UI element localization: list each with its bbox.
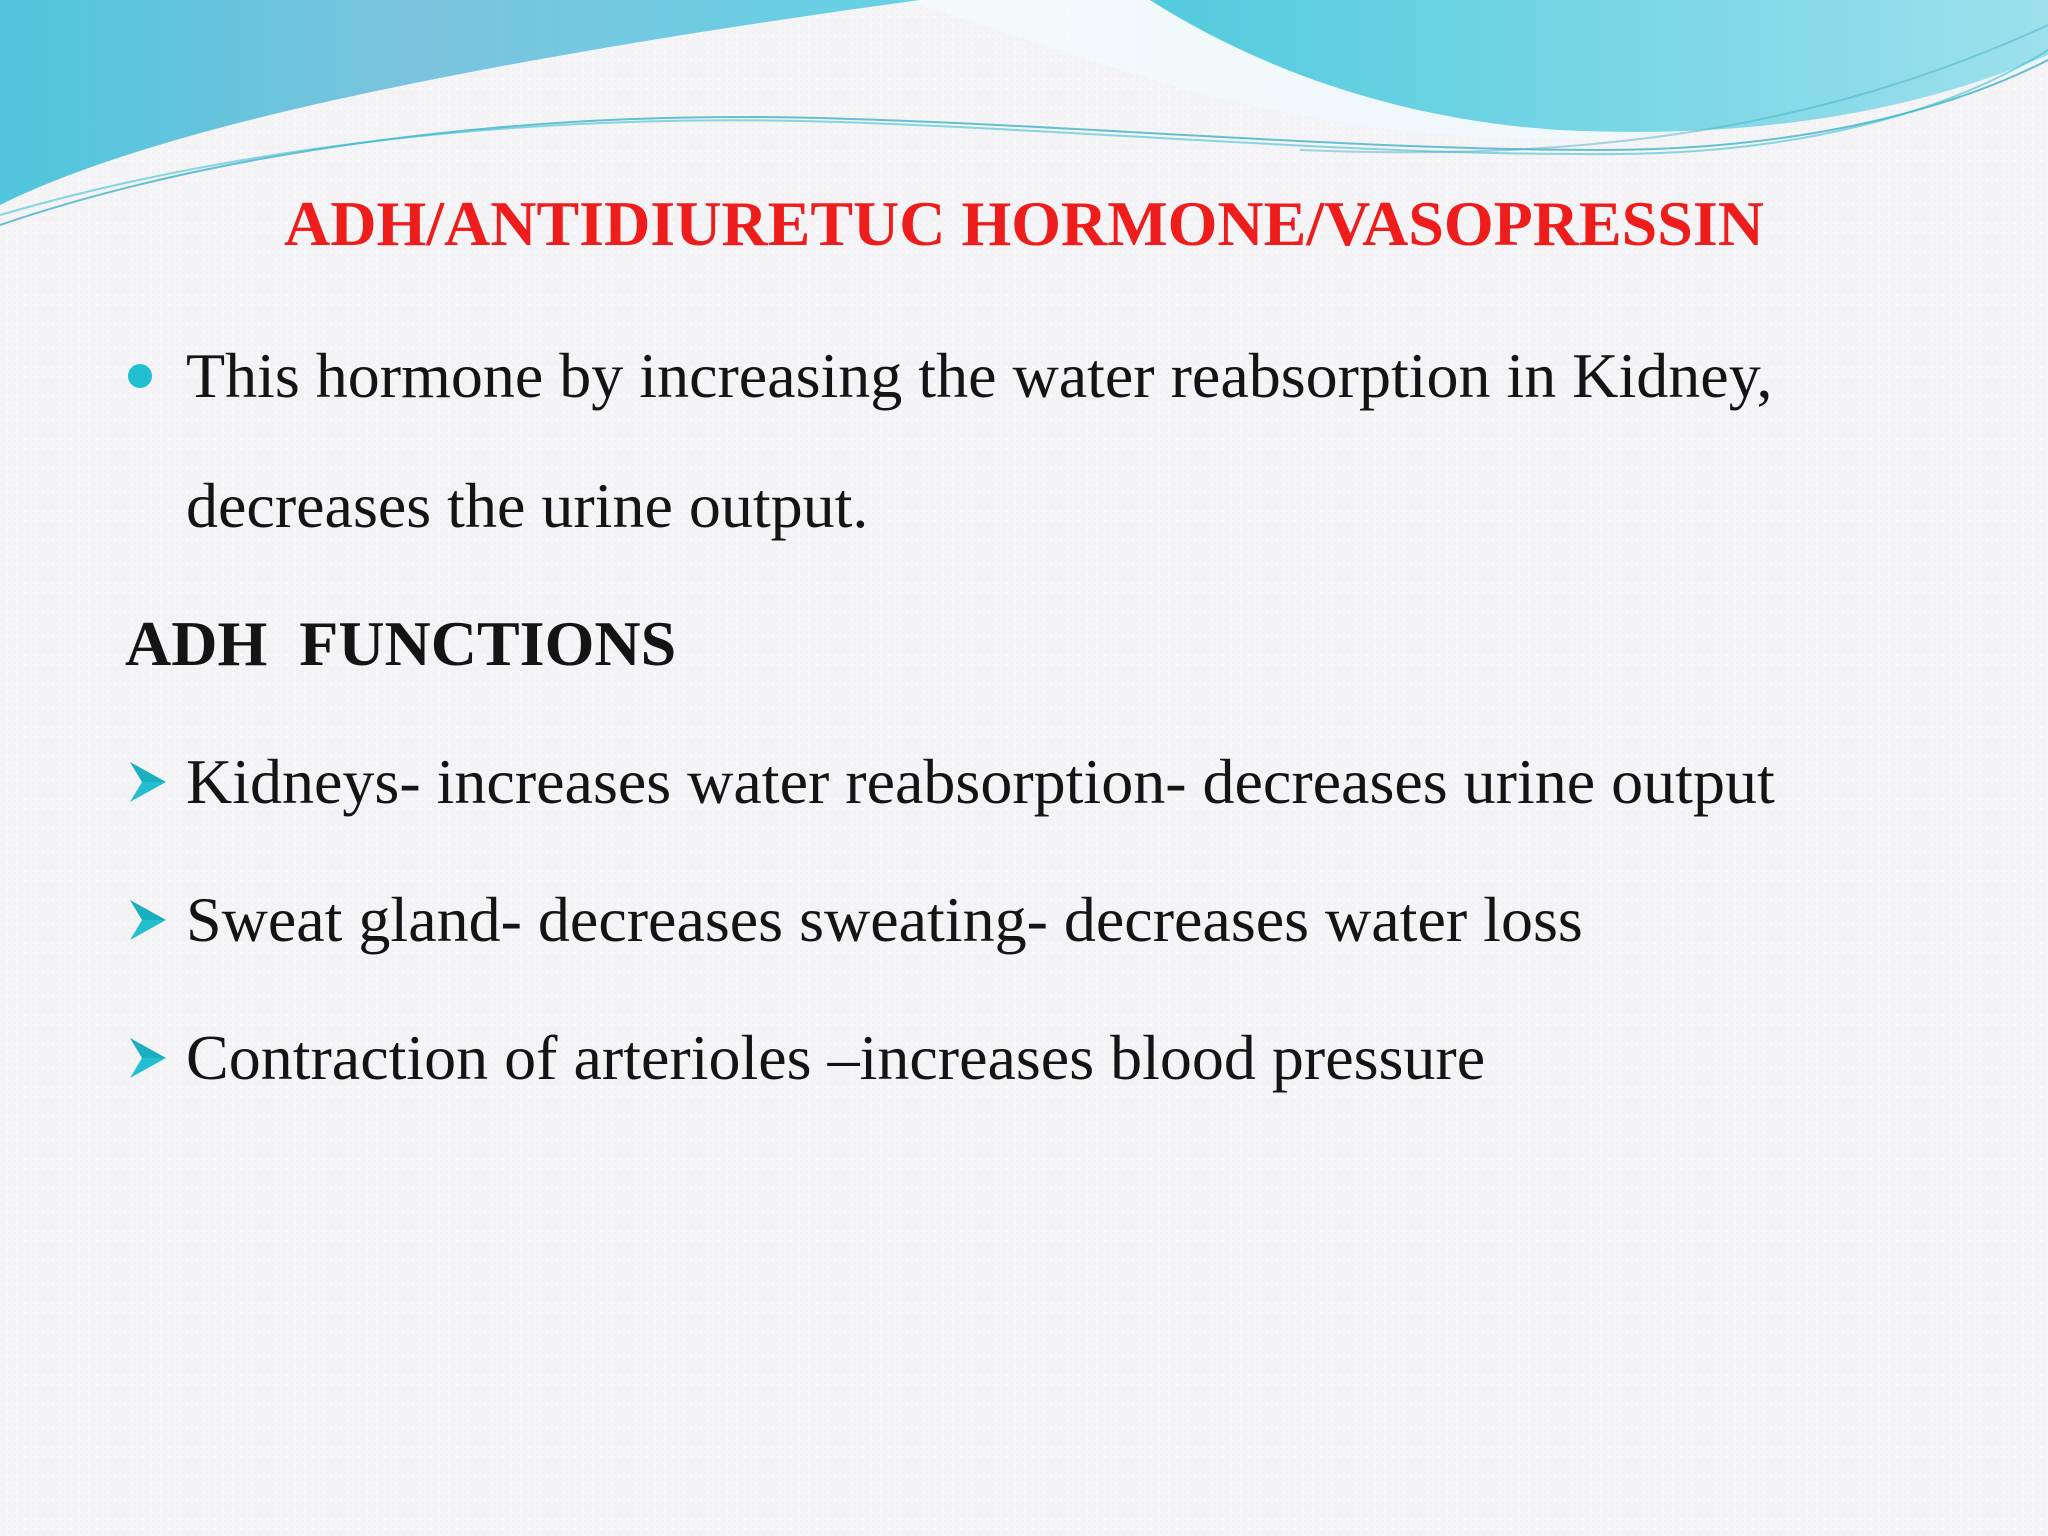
function-item-text: Sweat gland- decreases sweating- decreases water loss bbox=[186, 884, 1583, 955]
dot-icon bbox=[128, 364, 152, 388]
section-heading: ADH FUNCTIONS bbox=[125, 608, 677, 679]
function-item-text: Kidneys- increases water reabsorption- decreases urine output bbox=[186, 746, 1775, 817]
arrow-right-icon bbox=[128, 1036, 168, 1080]
intro-bullet-text: This hormone by increasing the water reabsorption in Kidney, decreases the urine output. bbox=[186, 340, 1773, 541]
slide-title: ADH/ANTIDIURETUC HORMONE/VASOPRESSIN bbox=[284, 188, 1764, 259]
arrow-right-icon bbox=[128, 898, 168, 942]
arrow-right-icon bbox=[128, 760, 168, 804]
function-item-text: Contraction of arterioles –increases blood pressure bbox=[186, 1022, 1486, 1093]
